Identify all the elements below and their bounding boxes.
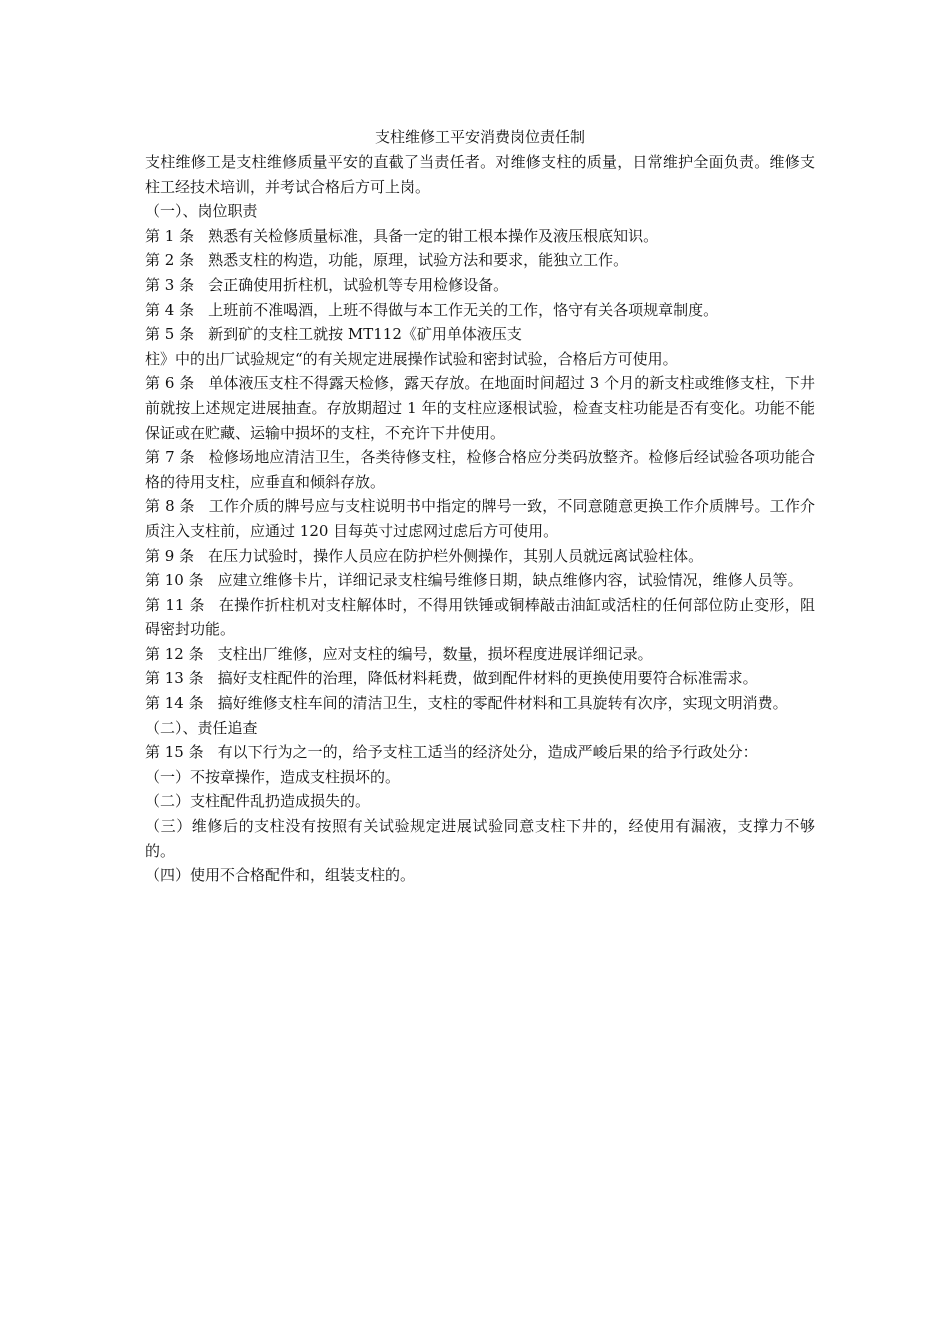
document-page [145,124,815,888]
article-number: 第 1 条 [145,226,195,245]
article-text: 搞好支柱配件的治理，降低材料耗费，做到配件材料的更换使用要符合标准需求。 [217,669,758,688]
article-3 [145,273,815,298]
intro-paragraph: 支柱维修工是支柱维修质量平安的直截了当责任者。对维修支柱的质量，日常维护全面负责。维修支柱工经技术培训，并考试合格后方可上岗。 [145,153,815,196]
article-9 [145,544,815,569]
article-8 [145,494,815,543]
article-number: 第 8 条 [145,497,195,516]
article-12 [145,642,815,667]
article-text: 会正确使用折柱机，试验机等专用检修设备。 [208,275,509,294]
list-item: （四）使用不合格配件和，组装支柱的。 [145,866,416,885]
article-14 [145,691,815,716]
article-6 [145,371,815,445]
article-13 [145,666,815,691]
article-15 [145,740,815,765]
article-number: 第 12 条 [145,644,204,663]
list-item: （三）维修后的支柱没有按照有关试验规定进展试验同意支柱下井的，经使用有漏液，支撑力不够的。 [145,817,815,860]
article-number: 第 11 条 [145,595,205,614]
article-text: 应建立维修卡片，详细记录支柱编号维修日期，缺点维修内容，试验情况，维修人员等。 [217,571,803,590]
article-number: 第 9 条 [145,546,195,565]
article-text: 搞好维修支柱车间的清洁卫生，支柱的零配件材料和工具旋转有次序，实现文明消费。 [217,694,788,713]
article-number: 第 13 条 [145,669,204,688]
document-title: 支柱维修工平安消费岗位责任制 [374,128,585,146]
article-number: 第 4 条 [145,300,195,319]
article-text: 工作介质的牌号应与支柱说明书中指定的牌号一致，不同意随意更换工作介质牌号。工作介质注入支柱前，应通过 120 目每英寸过虑网过虑后方可使用。 [145,497,815,540]
article-number: 第 3 条 [145,275,195,294]
article-text: 单体液压支柱不得露天检修，露天存放。在地面时间超过 3 个月的新支柱或维修支柱，下井前就按上述规定进展抽查。存放期超过 1 年的支柱应逐根试验，检查支柱功能是否有变化。功能不能保证或在贮藏、运输中损坏的支柱，不充许下井使用。 [145,374,815,442]
section-heading-duties: （一）、岗位职责 [145,202,258,221]
article-number: 第 7 条 [145,448,195,467]
article-number: 第 6 条 [145,374,195,393]
list-item: （二）支柱配件乱扔造成损失的。 [145,792,371,811]
article-number: 第 10 条 [145,571,204,590]
article-2 [145,248,815,273]
section-heading-accountability: （二）、责任追查 [145,718,258,737]
article-4 [145,298,815,323]
article-5 [145,322,815,347]
article-5-continued: 柱》中的出厂试验规定“的有关规定进展操作试验和密封试验，合格后方可使用。 [145,349,678,368]
article-11 [145,593,815,642]
article-text: 熟悉有关检修质量标准，具备一定的钳工根本操作及液压根底知识。 [208,226,659,245]
article-text: 有以下行为之一的，给予支柱工适当的经济处分，造成严峻后果的给予行政处分： [217,743,758,762]
article-7 [145,445,815,494]
article-text: 在压力试验时，操作人员应在防护栏外侧操作，其别人员就远离试验柱体。 [208,546,704,565]
article-10 [145,568,815,593]
article-text: 检修场地应清洁卫生，各类待修支柱，检修合格应分类码放整齐。检修后经试验各项功能合格的待用支柱，应垂直和倾斜存放。 [145,448,815,491]
list-item: （一）不按章操作，造成支柱损坏的。 [145,767,401,786]
article-number: 第 14 条 [145,694,204,713]
article-1 [145,224,815,249]
article-number: 第 5 条 [145,325,195,344]
article-text: 支柱出厂维修，应对支柱的编号，数量，损坏程度进展详细记录。 [217,644,653,663]
article-text: 熟悉支柱的构造，功能，原理，试验方法和要求，能独立工作。 [208,251,629,270]
article-text: 在操作折柱机对支柱解体时，不得用铁锤或铜棒敲击油缸或活柱的任何部位防止变形，阻碍密封功能。 [145,595,815,639]
article-number: 第 15 条 [145,743,204,762]
article-number: 第 2 条 [145,251,195,270]
article-text: 新到矿的支柱工就按 MT112《矿用单体液压支 [208,325,522,344]
article-text: 上班前不准喝酒，上班不得做与本工作无关的工作，恪守有关各项规章制度。 [208,300,719,319]
